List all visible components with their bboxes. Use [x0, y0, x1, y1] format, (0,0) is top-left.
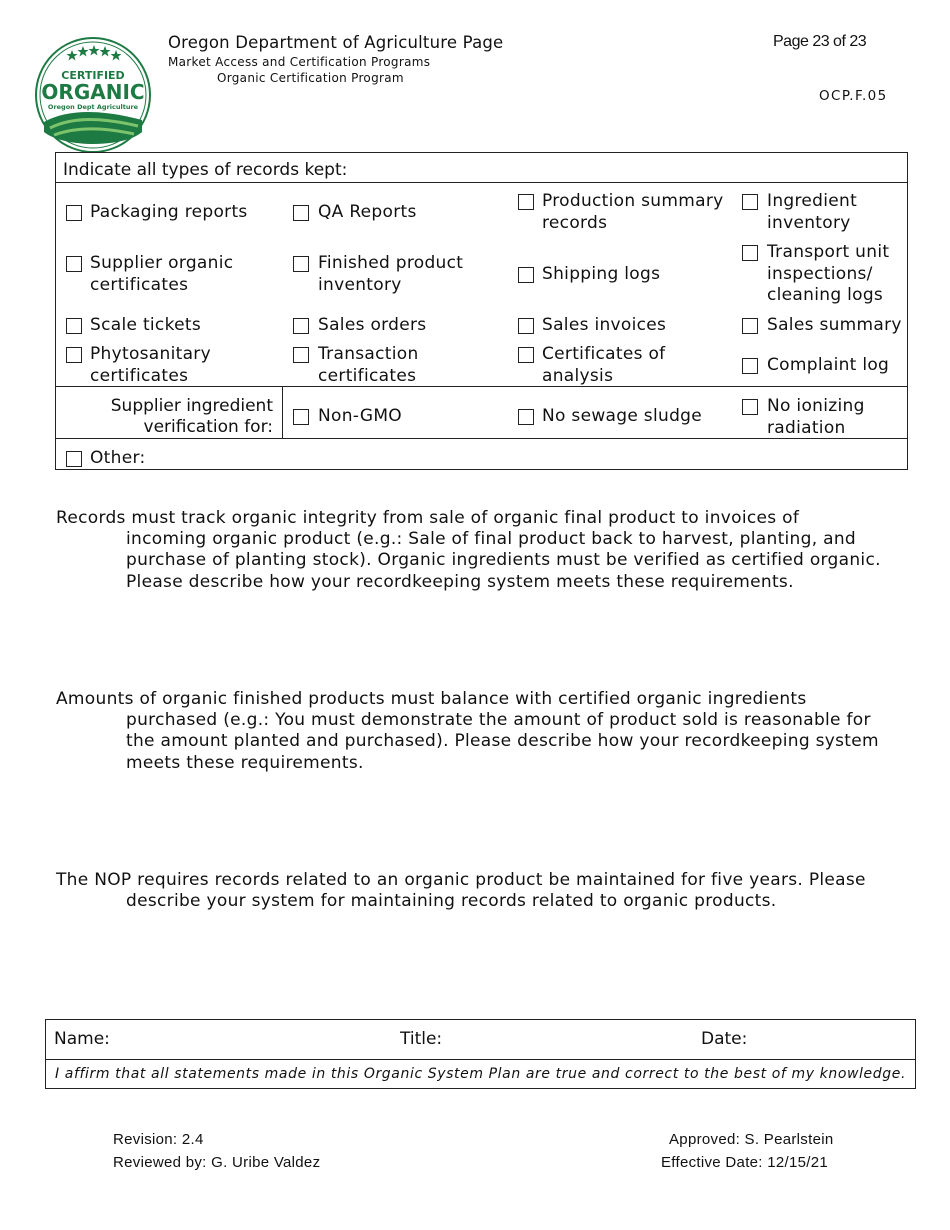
question-integrity [56, 508, 886, 593]
checkbox-finished-product-inventory[interactable] [293, 256, 309, 272]
checkbox-supplier-organic-certificates[interactable] [66, 256, 82, 272]
program-subtitle: Market Access and Certification Programs [168, 55, 431, 69]
label-sales-orders: Sales orders [318, 315, 427, 335]
label-shipping-logs: Shipping logs [542, 264, 661, 284]
checkbox-no-sewage-sludge[interactable] [518, 409, 534, 425]
checkbox-no-ionizing-radiation[interactable] [742, 399, 758, 415]
effective-date: Effective Date: 12/15/21 [661, 1154, 829, 1171]
label-no-ionizing-radiation: No ionizing radiation [767, 396, 865, 438]
checkbox-complaint-log[interactable] [742, 358, 758, 374]
checkbox-shipping-logs[interactable] [518, 267, 534, 283]
question-retention [56, 870, 886, 912]
checkbox-non-gmo[interactable] [293, 409, 309, 425]
checkbox-qa-reports[interactable] [293, 205, 309, 221]
certification-subtitle: Organic Certification Program [217, 71, 404, 85]
checkbox-other[interactable] [66, 451, 82, 467]
table-divider [282, 386, 283, 438]
title-field[interactable]: Title: [400, 1029, 443, 1049]
table-divider [55, 182, 908, 183]
checkbox-scale-tickets[interactable] [66, 318, 82, 334]
reviewed-by: Reviewed by: G. Uribe Valdez [113, 1154, 321, 1171]
question-first-line: Records must track organic integrity from sale of organic final product to invoices of [56, 508, 800, 528]
checkbox-certificates-of-analysis[interactable] [518, 347, 534, 363]
revision: Revision: 2.4 [113, 1131, 204, 1148]
label-non-gmo: Non-GMO [318, 406, 402, 426]
question-first-line: The NOP requires records related to an organic product be maintained for five years. Please [56, 870, 866, 890]
checkbox-phytosanitary-certificates[interactable] [66, 347, 82, 363]
name-field[interactable]: Name: [54, 1029, 110, 1049]
label-complaint-log: Complaint log [767, 355, 890, 375]
label-other: Other: [90, 448, 146, 468]
label-phytosanitary-certificates: Phytosanitary certificates [90, 344, 211, 386]
supplier-verification-label: Supplier ingredient verification for: [110, 396, 273, 437]
approved-by: Approved: S. Pearlstein [669, 1131, 834, 1148]
form-code: OCP.F.05 [819, 88, 888, 104]
question-continuation: describe your system for maintaining records related to organic products. [126, 891, 777, 912]
label-scale-tickets: Scale tickets [90, 315, 201, 335]
question-balance [56, 689, 886, 774]
label-production-summary-records: Production summary records [542, 191, 724, 233]
question-continuation: incoming organic product (e.g.: Sale of final product back to harvest, planting, and purchase of planting stock). Organic ingredients must be verified as certified organic. Please describe how your recordkeeping system meets these requirements. [126, 529, 881, 592]
label-finished-product-inventory: Finished product inventory [318, 253, 464, 295]
records-title: Indicate all types of records kept: [63, 160, 348, 180]
checkbox-transaction-certificates[interactable] [293, 347, 309, 363]
label-sales-summary: Sales summary [767, 315, 902, 335]
checkbox-sales-summary[interactable] [742, 318, 758, 334]
logo-top-text: CERTIFIED [61, 69, 125, 82]
label-transport-unit-inspections: Transport unit inspections/ cleaning logs [767, 242, 890, 305]
checkbox-transport-unit-inspections[interactable] [742, 245, 758, 261]
question-first-line: Amounts of organic finished products must balance with certified organic ingredients [56, 689, 807, 709]
checkbox-sales-invoices[interactable] [518, 318, 534, 334]
checkbox-ingredient-inventory[interactable] [742, 194, 758, 210]
document-title: Oregon Department of Agriculture Page [168, 33, 504, 52]
logo-main-text: ORGANIC [41, 80, 145, 104]
date-field[interactable]: Date: [701, 1029, 748, 1049]
label-certificates-of-analysis: Certificates of analysis [542, 344, 666, 386]
checkbox-production-summary-records[interactable] [518, 194, 534, 210]
label-transaction-certificates: Transaction certificates [318, 344, 419, 386]
label-qa-reports: QA Reports [318, 202, 417, 222]
affirmation-statement: I affirm that all statements made in this Organic System Plan are true and correct to the best of my knowledge. [55, 1066, 906, 1082]
question-continuation: purchased (e.g.: You must demonstrate the amount of product sold is reasonable for the amount planted and purchased). Please describe how your recordkeeping system meets these requirements. [126, 710, 879, 773]
label-no-sewage-sludge: No sewage sludge [542, 406, 703, 426]
certified-organic-logo [34, 36, 152, 154]
label-ingredient-inventory: Ingredient inventory [767, 191, 858, 233]
page-number: Page 23 of 23 [773, 33, 867, 50]
checkbox-sales-orders[interactable] [293, 318, 309, 334]
checkbox-packaging-reports[interactable] [66, 205, 82, 221]
label-packaging-reports: Packaging reports [90, 202, 248, 222]
label-supplier-organic-certificates: Supplier organic certificates [90, 253, 234, 295]
logo-sub-text: Oregon Dept Agriculture [47, 103, 139, 111]
signature-divider [45, 1059, 916, 1060]
label-sales-invoices: Sales invoices [542, 315, 667, 335]
